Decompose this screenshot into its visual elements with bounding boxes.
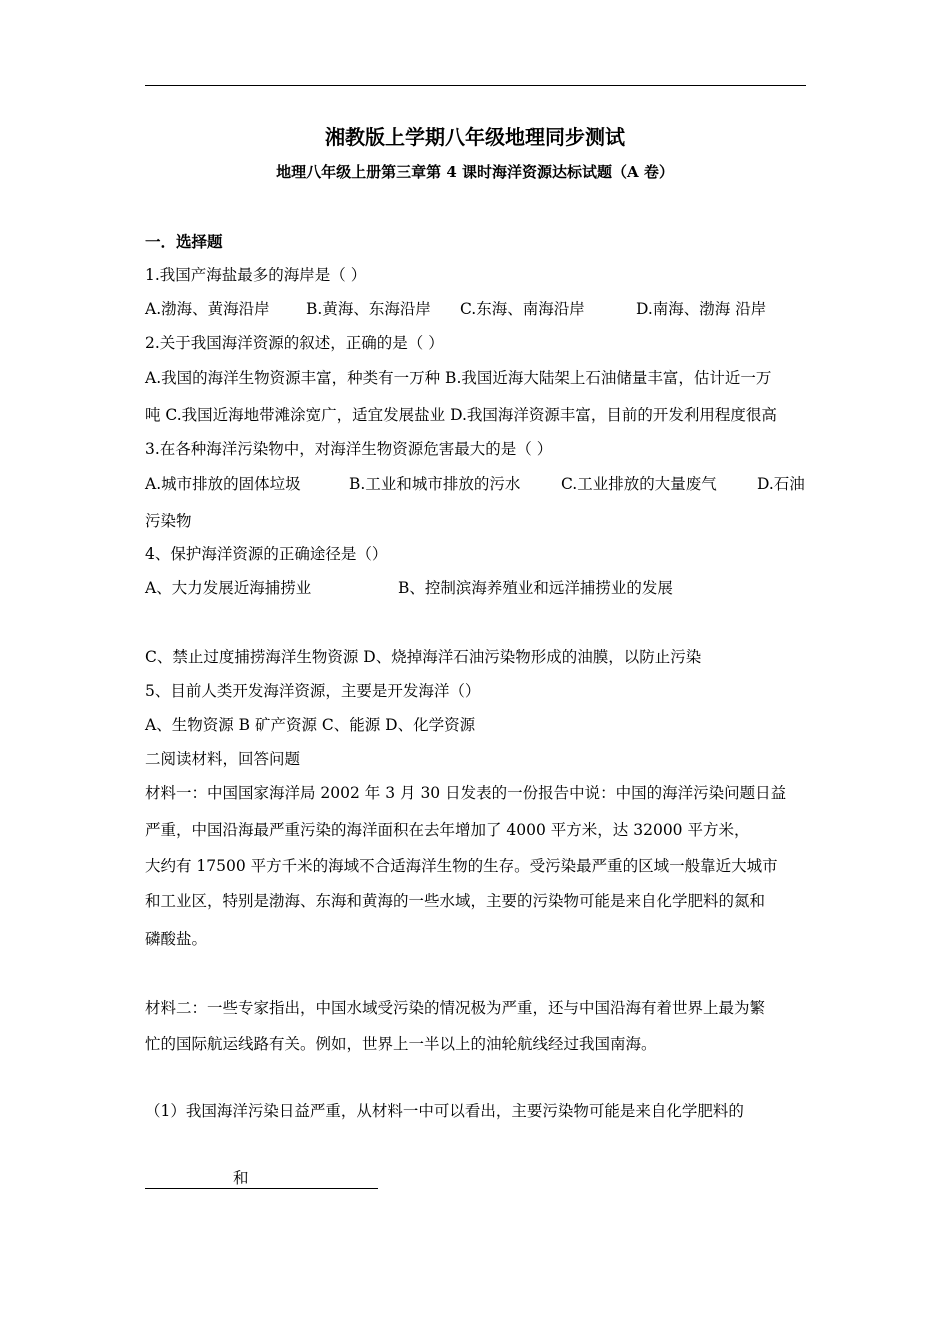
q5-stem: 5、目前人类开发海洋资源，主要是开发海洋（） bbox=[145, 682, 481, 700]
material1-line: 严重，中国沿海最严重污染的海洋面积在去年增加了 4000 平方米，达 32000 平方米， bbox=[145, 821, 750, 839]
page-subtitle: 地理八年级上册第三章第 4 课时海洋资源达标试题（A 卷） bbox=[276, 163, 674, 181]
q1-option-b: B.黄海、东海沿岸 bbox=[306, 300, 431, 318]
q4-stem: 4、保护海洋资源的正确途径是（） bbox=[145, 545, 388, 563]
material1-line: 大约有 17500 平方千米的海域不合适海洋生物的生存。受污染最严重的区域一般靠近大城市 bbox=[145, 857, 778, 875]
q1-option-a: A.渤海、黄海沿岸 bbox=[145, 300, 270, 318]
question-1-text: （1）我国海洋污染日益严重，从材料一中可以看出，主要污染物可能是来自化学肥料的 bbox=[145, 1102, 744, 1120]
q3-option-d: D.石油 bbox=[757, 475, 805, 493]
q1-option-d: D.南海、渤海 沿岸 bbox=[636, 300, 767, 318]
section2-heading: 二阅读材料，回答问题 bbox=[145, 750, 301, 768]
q3-option-b: B.工业和城市排放的污水 bbox=[349, 475, 521, 493]
material2-line: 材料二：一些专家指出，中国水域受污染的情况极为严重，还与中国沿海有着世界上最为繁 bbox=[145, 999, 766, 1017]
q2-options-line1: A.我国的海洋生物资源丰富，种类有一万种 B.我国近海大陆架上石油储量丰富，估计近一万 bbox=[145, 369, 772, 387]
material2-line: 忙的国际航运线路有关。例如，世界上一半以上的油轮航线经过我国南海。 bbox=[145, 1035, 657, 1053]
q1-option-c: C.东海、南海沿岸 bbox=[460, 300, 585, 318]
q4-option-a: A、大力发展近海捕捞业 bbox=[145, 579, 312, 597]
answer-blank[interactable] bbox=[145, 1168, 378, 1189]
q3-option-a: A.城市排放的固体垃圾 bbox=[145, 475, 301, 493]
q4-options-cd: C、禁止过度捕捞海洋生物资源 D、烧掉海洋石油污染物形成的油膜，以防止污染 bbox=[145, 648, 702, 666]
header-rule bbox=[145, 85, 806, 86]
q2-stem-text: 2.关于我国海洋资源的叙述，正确的是（ ） bbox=[145, 334, 444, 352]
material1-line: 磷酸盐。 bbox=[145, 930, 208, 948]
material1-line: 和工业区，特别是渤海、东海和黄海的一些水域，主要的污染物可能是来自化学肥料的氮和 bbox=[145, 892, 766, 910]
section1-heading: 一．选择题 bbox=[145, 232, 223, 251]
q3-option-d-continued: 污染物 bbox=[145, 512, 192, 530]
page-title: 湘教版上学期八年级地理同步测试 bbox=[325, 125, 625, 149]
q3-option-c: C.工业排放的大量废气 bbox=[561, 475, 717, 493]
q4-option-b: B、控制滨海养殖业和远洋捕捞业的发展 bbox=[398, 579, 673, 597]
q5-options: A、生物资源 B 矿产资源 C、能源 D、化学资源 bbox=[145, 716, 476, 734]
q2-options-line2: 吨 C.我国近海地带滩涂宽广，适宜发展盐业 D.我国海洋资源丰富，目前的开发利用程度很高 bbox=[145, 406, 777, 424]
q1-stem: 1.我国产海盐最多的海岸是（ ） bbox=[145, 266, 367, 284]
material1-line: 材料一：中国国家海洋局 2002 年 3 月 30 日发表的一份报告中说：中国的海洋污染问题日益 bbox=[145, 784, 787, 802]
answer-blank-connector: 和 bbox=[233, 1169, 249, 1187]
q3-stem: 3.在各种海洋污染物中，对海洋生物资源危害最大的是（ ） bbox=[145, 440, 553, 458]
